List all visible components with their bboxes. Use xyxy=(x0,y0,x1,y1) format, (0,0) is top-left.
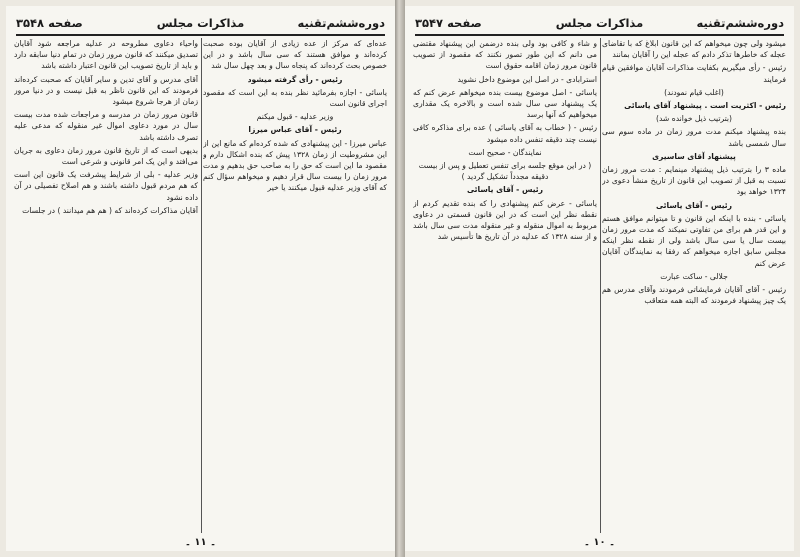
paragraph: (اغلب قیام نمودند) xyxy=(664,87,724,97)
page-label: صفحه ۳۵۴۷ xyxy=(415,16,482,30)
text-columns xyxy=(413,38,786,533)
column-divider xyxy=(201,38,202,533)
paragraph: رئیس - آقای یاسائی xyxy=(655,200,733,210)
paragraph: استرابادی - در اصل این موضوع داخل نشوید xyxy=(457,74,597,84)
paragraph: رئیس - رأی گرفته میشود xyxy=(247,74,343,84)
paragraph: بنده پیشنهاد میکنم مدت مرور زمان در ماده سوم سی سال شمسی باشد xyxy=(602,127,786,148)
page-header xyxy=(415,14,784,36)
paragraph: یاسائی - بنده با اینکه این قانون و تا میتوانم موافق هستم و این قدر هم برای من تفاوتی نمیکند که مدت مرور زمان بیست سال یا سی سال باشد ولی از نقطه نظر اینکه مجلس سابق اجازه میخواهم که رفقا به نمایندگان آقایان عرض کنم xyxy=(602,213,786,268)
header-title: مذاکرات مجلس xyxy=(555,16,644,30)
paragraph: نمایندگان - صحیح است xyxy=(468,147,542,157)
paragraph: (بترتیب ذیل خوانده شد) xyxy=(655,114,733,124)
paragraph: آقایان مذاکرات کرده‌اند که ( هم هم میدانند ) در جلسات xyxy=(22,205,198,215)
paragraph: عده‌ای که مرکز از عده زیادی از آقایان بوده صحبت کرده‌اند و موافق هستند که سی سال باشد و در این خصوص بحث کرده‌اند که پنجاه سال و بعد چهل سال شد xyxy=(203,39,387,71)
text-column-right xyxy=(203,38,387,533)
paragraph: آقای مدرس و آقای تدین و سایر آقایان که صحبت کرده‌اند فرمودند که این قانون ناظر به قبل نیست و در دنیا مرور زمان از هرجا شروع میشود xyxy=(14,74,198,107)
paragraph: پیشنهاد آقای ساسیری xyxy=(652,151,736,161)
header-title: مذاکرات مجلس xyxy=(156,16,245,30)
paragraph: میشود ولی چون میخواهم که این قانون ابلاغ که با تقاضای عجله که خاطرها تذکر دادم که عجله این را آقایان بمانند xyxy=(602,39,786,60)
paragraph: عباس میرزا - این پیشنهادی که شده کرده‌ام که مانع این از این مشروطیت از زمان ۱۳۲۸ پیش که بنده اشکال دارم و مقصود ما این است که حق را به صاحب حق بدهیم و مدت مرور زمان را بیست سال قرار دهیم و میخواهم سؤال کنم که آقای وزیر عدلیه قبول میکنند یا خیر xyxy=(203,138,387,193)
paragraph: رئیس - آقای عباس میرزا xyxy=(248,125,342,135)
column-divider xyxy=(600,38,601,533)
page-number: ۔ ۱۱ ۔ xyxy=(185,537,216,548)
page-label: صفحه ۳۵۴۸ xyxy=(16,16,83,30)
book-gutter xyxy=(395,0,405,557)
text-column-left xyxy=(413,38,597,533)
paragraph: رئیس - آقای یاسائی xyxy=(466,185,544,195)
series-label: دوره‌ششم‌تقنیه xyxy=(696,16,784,30)
series-label: دوره‌ششم‌تقنیه xyxy=(297,16,385,30)
paragraph: قانون مرور زمان در مدرسه و مراجعات شده مدت بیست سال در مورد دعاوی اموال غیر منقوله که مدعی علیه تصرف داشته باشد xyxy=(14,110,198,142)
paragraph: رئیس - ( خطاب به آقای یاسائی ) عده برای مذاکره کافی نیست چند دقیقه تنفس داده میشود xyxy=(413,123,597,144)
text-column-right xyxy=(602,38,786,533)
paragraph: رئیس - رأی میگیریم بکفایت مذاکرات آقایان موافقین قیام فرمایند xyxy=(602,63,786,84)
paragraph: رئیس - اکثریت است . پیشنهاد آقای یاسائی xyxy=(624,101,786,111)
page-3548 xyxy=(6,6,395,551)
paragraph: ( در این موقع جلسه برای تنفس تعطیل و پس از بیست دقیقه مجدداً تشکیل گردید ) xyxy=(418,161,592,182)
paragraph: یاسائی - اجازه بفرمائید نظر بنده به این است که مقصود اجرای قانون است xyxy=(203,87,387,109)
paragraph: و شاء و کافی بود ولی بنده درضمن این پیشنهاد مقتضی می دانم که این طور تصور نکنند که مقصود از تصویب قانون مرور زمان اقامه حقوق است xyxy=(413,39,597,71)
page-3547 xyxy=(405,6,794,551)
paragraph: بدیهی است که از تاریخ قانون مرور زمان دعاوی به جریان می‌افتد و این یک امر قانونی و شرعی است xyxy=(14,145,198,167)
text-columns xyxy=(14,38,387,533)
paragraph: وزیر عدلیه - قبول میکنم xyxy=(256,112,334,122)
paragraph: ماده ۳ را بترتیب ذیل پیشنهاد مینمایم : مدت مرور زمان نسبت به قبل از تصویب این قانون از تاریخ منشأ دعوی در ۱۳۲۴ خواهد بود xyxy=(602,165,786,197)
paragraph: جلالی - ساکت عبارت xyxy=(660,271,728,281)
paragraph: یاسائی - اصل موضوع بیست بنده میخواهم عرض کنم که یک پیشنهاد سی سال شده است و بالاخره یک مقداری میخواهیم که آنها برسد xyxy=(413,87,597,120)
paragraph: رئیس - آقای آقایان فرمایشاتی فرمودند وآقای مدرس هم یک چیز پیشنهاد فرمودند که البته همه متعاقب xyxy=(602,285,786,306)
paragraph: واحیاء دعاوی مطروحه در عدلیه مراجعه شود آقایان تصدیق میکنند که قانون مرور زمان در تمام دنیا سابقه دارد و باید از تاریخ تصویب این قانون اعتبار داشته باشد xyxy=(14,39,198,71)
text-column-left xyxy=(14,38,198,533)
paragraph: وزیر عدلیه - بلی از شرایط پیشرفت یک قانون این است که هم مردم قبول داشته باشند و هم اصلاح تفصیلی در آن داده نشود xyxy=(14,170,198,202)
page-header xyxy=(16,14,385,36)
paragraph: یاسائی - عرض کنم پیشنهادی را که بنده تقدیم کردم از نقطه نظر این است که در این قانون قسمتی در دعاوی مربوط به اموال منقوله و غیر منقوله مدت سی سال باشد و از سنه ۱۳۲۸ که عدلیه در آن تاریخ ها تأسیس شد xyxy=(413,198,597,242)
page-number: ۔ ۱۰ ۔ xyxy=(584,537,615,548)
